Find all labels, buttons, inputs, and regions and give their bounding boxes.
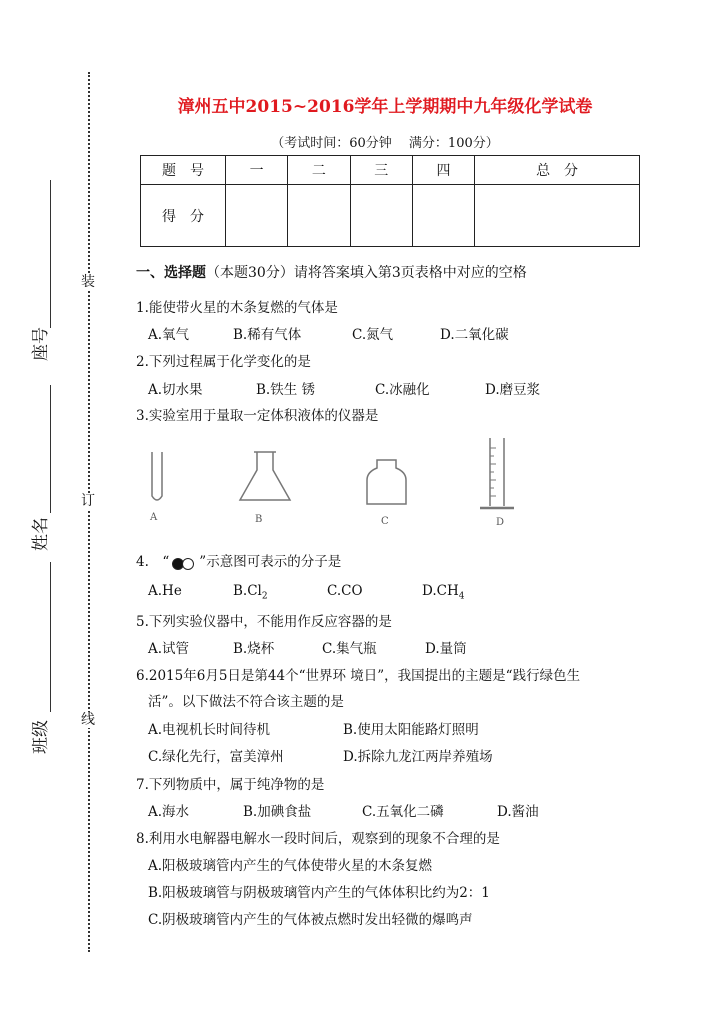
score-cell-total[interactable] <box>475 185 640 247</box>
binding-char-ding: 订 <box>81 493 95 509</box>
q2-option-d[interactable]: D.磨豆浆 <box>485 382 541 398</box>
q3-label-c: C <box>381 516 389 527</box>
q8-option-a[interactable]: A.阳极玻璃管内产生的气体使带火星的木条复燃 <box>148 858 433 874</box>
score-cell-1[interactable] <box>226 185 288 247</box>
score-cell-3[interactable] <box>350 185 412 247</box>
q4-option-a[interactable]: A.He <box>148 583 182 599</box>
seat-fill-line <box>50 180 51 328</box>
q6-option-b[interactable]: B.使用太阳能路灯照明 <box>343 722 479 738</box>
q7-option-b[interactable]: B.加碘食盐 <box>243 804 312 820</box>
q2-option-c[interactable]: C.冰融化 <box>375 382 430 398</box>
score-table <box>140 155 640 247</box>
q4-option-d[interactable] <box>422 583 464 602</box>
q3-label-b: B <box>255 514 263 525</box>
exam-title: 漳州五中2015~2016学年上学期期中九年级化学试卷 <box>177 97 593 117</box>
q6-option-c[interactable]: C.绿化先行，富美漳州 <box>148 749 284 765</box>
q4-stem-pre: 4. “ <box>136 554 170 570</box>
gas-jar-icon <box>367 460 406 504</box>
q3-stem: 3.实验室用于量取一定体积液体的仪器是 <box>136 408 379 424</box>
q4-option-b[interactable] <box>233 583 268 602</box>
score-cell-4[interactable] <box>412 185 474 247</box>
q1-option-a[interactable]: A.氧气 <box>148 327 190 343</box>
q6-option-d[interactable]: D.拆除九龙江两岸养殖场 <box>343 749 493 765</box>
q1-option-b[interactable]: B.稀有气体 <box>233 327 302 343</box>
q7-option-a[interactable]: A.海水 <box>148 804 190 820</box>
score-row-label: 得 分 <box>141 185 226 247</box>
q4-option-c[interactable]: C.CO <box>327 583 363 599</box>
q1-option-c[interactable]: C.氮气 <box>352 327 394 343</box>
q4-option-b-sub: 2 <box>261 591 268 602</box>
q5-option-d[interactable]: D.量筒 <box>425 641 467 657</box>
score-header-4: 四 <box>412 156 474 185</box>
exam-subtitle: （考试时间：60分钟 满分：100分） <box>271 136 499 151</box>
score-header-label: 题 号 <box>141 156 226 185</box>
q7-option-d[interactable]: D.酱油 <box>497 804 539 820</box>
q2-option-a[interactable]: A.切水果 <box>148 382 203 398</box>
test-tube-icon <box>152 452 162 500</box>
score-table-header-row <box>141 156 640 185</box>
q1-option-d[interactable]: D.二氧化碳 <box>440 327 509 343</box>
name-label: 姓名 <box>31 517 51 551</box>
conical-flask-icon <box>240 452 290 500</box>
q3-label-d: D <box>496 517 505 528</box>
score-header-2: 二 <box>288 156 350 185</box>
q5-option-a[interactable]: A.试管 <box>148 641 190 657</box>
section1-note: （本题30分）请将答案填入第3页表格中对应的空格 <box>206 265 527 281</box>
section1-heading <box>136 262 527 282</box>
class-label: 班级 <box>31 720 51 754</box>
q4-option-d-text: D.CH <box>422 583 459 599</box>
q1-stem: 1.能使带火星的木条复燃的气体是 <box>136 300 338 316</box>
q4-stem <box>136 550 341 570</box>
score-header-1: 一 <box>226 156 288 185</box>
q3-apparatus-figure <box>140 430 560 530</box>
q7-stem: 7.下列物质中，属于纯净物的是 <box>136 777 325 793</box>
q4-option-d-sub: 4 <box>458 591 465 602</box>
section1-title: 一、选择题 <box>136 265 206 281</box>
name-fill-line <box>50 385 51 513</box>
score-cell-2[interactable] <box>288 185 350 247</box>
seat-label: 座号 <box>31 327 51 361</box>
q8-stem: 8.利用水电解器电解水一段时间后，观察到的现象不合理的是 <box>136 831 500 847</box>
q6-stem-cont: 活”。以下做法不符合该主题的是 <box>148 694 344 710</box>
q2-option-b[interactable]: B.铁生 锈 <box>256 382 316 398</box>
q6-stem: 6.2015年6月5日是第44个“世界环 境日”，我国提出的主题是“践行绿色生 <box>136 668 581 684</box>
q3-label-a: A <box>150 512 158 523</box>
q8-option-b[interactable]: B.阳极玻璃管与阴极玻璃管内产生的气体体积比约为2：1 <box>148 885 490 901</box>
score-header-total: 总 分 <box>475 156 640 185</box>
q4-option-b-text: B.Cl <box>233 583 262 599</box>
score-table-score-row <box>141 185 640 247</box>
q5-stem: 5.下列实验仪器中，不能用作反应容器的是 <box>136 614 392 630</box>
binding-char-zhuang: 装 <box>81 274 95 290</box>
graduated-cylinder-icon <box>480 438 514 508</box>
binding-dotted-line <box>88 72 90 952</box>
q4-stem-post: ”示意图可表示的分子是 <box>199 554 342 570</box>
binding-char-xian: 线 <box>81 712 95 728</box>
q5-option-b[interactable]: B.烧杯 <box>233 641 275 657</box>
score-header-3: 三 <box>350 156 412 185</box>
q8-option-c[interactable]: C.阴极玻璃管内产生的气体被点燃时发出轻微的爆鸣声 <box>148 912 473 928</box>
q6-option-a[interactable]: A.电视机长时间待机 <box>148 722 271 738</box>
molecule-diagram-icon <box>170 557 198 569</box>
q2-stem: 2.下列过程属于化学变化的是 <box>136 354 311 370</box>
q7-option-c[interactable]: C.五氧化二磷 <box>362 804 444 820</box>
class-fill-line <box>50 562 51 712</box>
q5-option-c[interactable]: C.集气瓶 <box>322 641 377 657</box>
